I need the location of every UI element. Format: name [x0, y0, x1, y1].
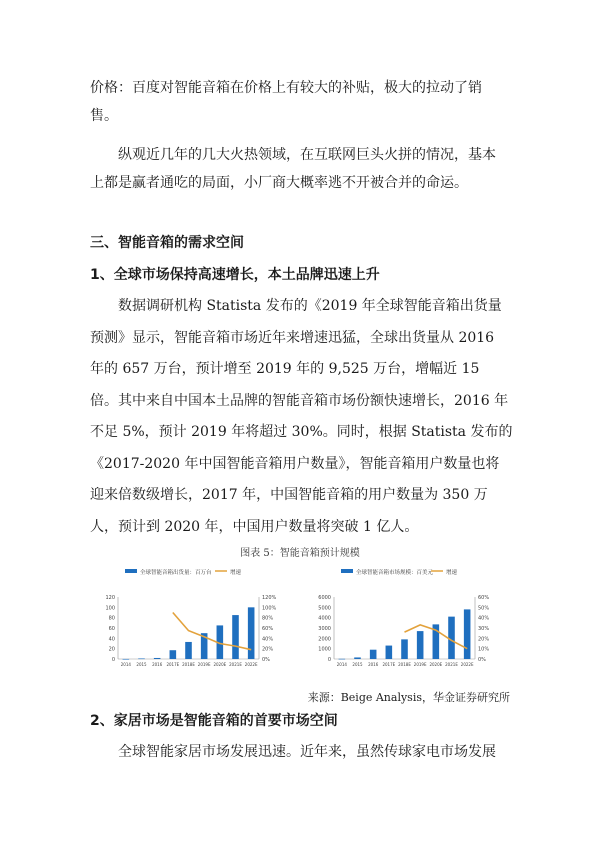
- y-tick-left: 6000: [318, 595, 331, 601]
- y-tick-right: 100%: [262, 605, 277, 612]
- y-tick-left: 1000: [318, 646, 331, 653]
- y-tick-right: 40%: [262, 636, 274, 643]
- paragraph-line: 迎来倍数级增长，2017 年，中国智能音箱的用户数量为 350 万: [90, 487, 488, 503]
- y-tick-right: 120%: [262, 595, 277, 601]
- x-tick-label: 2022E: [460, 662, 474, 667]
- chart-shipments: [91, 563, 283, 681]
- y-tick-left: 3000: [318, 626, 331, 632]
- x-tick-label: 2016: [152, 662, 163, 667]
- bar: [248, 607, 255, 659]
- bar: [154, 658, 161, 659]
- y-tick-right: 20%: [478, 636, 490, 643]
- legend-swatch-bar: [125, 569, 137, 573]
- bar: [464, 609, 471, 659]
- y-tick-left: 100: [105, 605, 115, 612]
- y-tick-right: 80%: [262, 615, 274, 622]
- chart-market-size-svg: [307, 563, 499, 681]
- legend-label-line: 增速: [446, 570, 458, 576]
- y-tick-left: 0: [111, 657, 115, 663]
- chart-shipments-svg: [91, 563, 283, 681]
- legend-label-bar: 全球智能音箱市场规模：百美元: [356, 570, 434, 576]
- y-tick-right: 50%: [478, 605, 490, 612]
- figure-source: 来源：Beige Analysis，华金证券研究所: [307, 691, 510, 704]
- y-tick-right: 10%: [478, 646, 490, 653]
- bar: [339, 659, 346, 660]
- x-tick-label: 2020E: [213, 662, 227, 667]
- bar: [123, 659, 130, 660]
- x-tick-label: 2017E: [166, 662, 180, 667]
- paragraph-line: 不足 5%，预计 2019 年将超过 30%。同时，根据 Statista 发布的: [90, 424, 513, 440]
- bar: [138, 658, 145, 659]
- y-tick-right: 60%: [262, 626, 274, 632]
- growth-line: [173, 613, 251, 650]
- x-tick-label: 2015: [136, 662, 147, 667]
- bar: [448, 617, 455, 659]
- legend-swatch-bar: [341, 569, 353, 573]
- paragraph-line: 《2017-2020 年中国智能音箱用户数量》，智能音箱用户数量也将: [90, 456, 500, 472]
- x-tick-label: 2018E: [398, 662, 411, 667]
- bar: [401, 639, 408, 659]
- paragraph-line: 价格：百度对智能音箱在价格上有较大的补贴，极大的拉动了销: [90, 80, 482, 96]
- paragraph-line: 年的 657 万台，预计增至 2019 年的 9,525 万台，增幅近 15: [90, 361, 480, 377]
- x-tick-label: 2018E: [182, 662, 195, 667]
- paragraph-line: 预测》显示，智能音箱市场近年来增速迅猛，全球出货量从 2016: [90, 330, 495, 346]
- x-tick-label: 2021E: [229, 662, 242, 667]
- bar: [417, 631, 424, 659]
- bar: [232, 615, 239, 659]
- y-tick-left: 40: [108, 636, 115, 643]
- bar: [386, 646, 393, 659]
- x-tick-label: 2015: [352, 662, 363, 667]
- paragraph-line: 倍。其中来自中国本土品牌的智能音箱市场份额快速增长，2016 年: [90, 393, 509, 409]
- x-tick-label: 2020E: [429, 662, 443, 667]
- x-tick-label: 2019E: [413, 662, 427, 667]
- y-tick-left: 20: [108, 646, 115, 653]
- legend-label-line: 增速: [230, 570, 242, 576]
- y-tick-right: 20%: [262, 646, 274, 653]
- paragraph-line: 上都是赢者通吃的局面，小厂商大概率逃不开被合并的命运。: [90, 175, 468, 191]
- legend-label-bar: 全球智能音箱出货量：百万台: [140, 570, 212, 576]
- y-tick-right: 0%: [478, 657, 486, 663]
- y-tick-left: 0: [327, 657, 331, 663]
- y-tick-left: 5000: [318, 605, 331, 612]
- chart-market-size: [307, 563, 499, 681]
- x-tick-label: 2021E: [445, 662, 458, 667]
- bar: [170, 650, 177, 659]
- y-tick-right: 60%: [478, 595, 490, 601]
- bar: [185, 642, 192, 659]
- subsection-heading: 2、家居市场是智能音箱的首要市场空间: [90, 713, 338, 729]
- paragraph-line: 全球智能家居市场发展迅速。近年来，虽然传球家电市场发展: [118, 744, 496, 760]
- y-tick-left: 80: [108, 615, 115, 622]
- section-heading: 三、智能音箱的需求空间: [90, 235, 244, 251]
- bar: [354, 657, 361, 659]
- paragraph-line: 纵观近几年的几大火热领域，在互联网巨头火拼的情况，基本: [118, 147, 496, 163]
- y-tick-right: 0%: [262, 657, 270, 663]
- y-tick-right: 30%: [478, 626, 490, 632]
- subsection-heading: 1、全球市场保持高速增长，本土品牌迅速上升: [90, 267, 380, 283]
- x-tick-label: 2014: [120, 662, 131, 667]
- x-tick-label: 2017E: [382, 662, 396, 667]
- figure-caption: 图表 5：智能音箱预计规模: [240, 548, 360, 559]
- paragraph-line: 数据调研机构 Statista 发布的《2019 年全球智能音箱出货量: [118, 298, 502, 314]
- y-tick-left: 4000: [318, 615, 331, 622]
- x-tick-label: 2016: [368, 662, 379, 667]
- y-tick-left: 60: [108, 626, 115, 632]
- y-tick-left: 2000: [318, 636, 331, 643]
- y-tick-left: 120: [105, 595, 115, 601]
- x-tick-label: 2022E: [244, 662, 258, 667]
- paragraph-line: 人，预计到 2020 年，中国用户数量将突破 1 亿人。: [90, 519, 419, 535]
- y-tick-right: 40%: [478, 615, 490, 622]
- x-tick-label: 2019E: [197, 662, 211, 667]
- x-tick-label: 2014: [336, 662, 347, 667]
- paragraph-line: 售。: [90, 108, 118, 124]
- bar: [370, 650, 377, 659]
